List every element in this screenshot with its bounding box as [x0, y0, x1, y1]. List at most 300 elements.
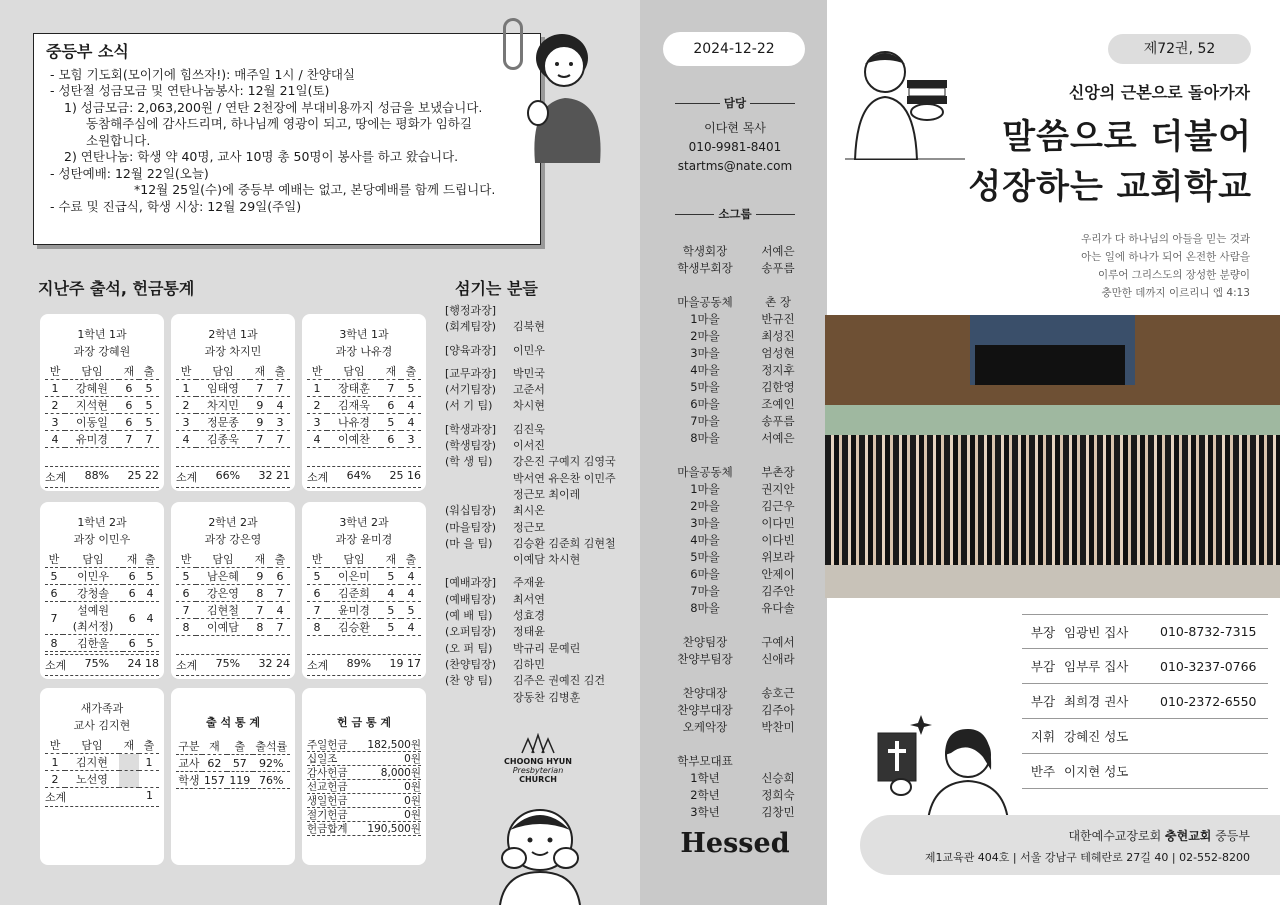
- offering-row: [307, 752, 421, 766]
- staff-role: (회계팀장): [445, 320, 497, 334]
- group-name: 부촌장: [761, 465, 795, 479]
- staff-role: (학생팀장): [445, 439, 497, 453]
- col-header: 재: [381, 363, 401, 380]
- contact-role: 부감: [1030, 694, 1056, 709]
- staff-names: 차시현: [513, 399, 545, 413]
- col-header: 반: [45, 363, 65, 380]
- sum-label: 소계: [176, 471, 198, 484]
- col-header: 재: [202, 738, 227, 755]
- staff-role: (오퍼팀장): [445, 625, 497, 639]
- cell: 6: [123, 585, 141, 602]
- staff-role: [예배과장]: [445, 576, 497, 590]
- group-role: 3학년: [690, 805, 720, 819]
- staff-list: [445, 303, 635, 706]
- cell: 9: [250, 414, 270, 431]
- card-teacher: 교사 김지현: [73, 719, 131, 732]
- col-header: 출: [401, 551, 421, 568]
- table-row: [307, 585, 421, 602]
- class-card: [171, 502, 295, 679]
- staff-gap: [445, 568, 635, 575]
- cell: 3: [307, 414, 327, 431]
- cell: 5: [381, 602, 401, 619]
- staff-row: [445, 382, 635, 398]
- col-header: 반: [45, 551, 63, 568]
- contact-name: 임광빈 집사: [1064, 624, 1129, 640]
- staff-names: 정근모: [513, 520, 545, 534]
- cell: 6: [123, 568, 141, 585]
- sum-label: 소계: [45, 791, 67, 804]
- staff-row: [445, 422, 635, 438]
- cell: 6: [45, 585, 63, 602]
- group-name: 엄성현: [761, 346, 795, 360]
- group-row: [662, 566, 812, 583]
- staff-row: [445, 608, 635, 624]
- offering-label: 생일헌금: [307, 795, 348, 807]
- news-line: 소원합니다.: [86, 132, 151, 148]
- group-name: 권지안: [761, 482, 795, 496]
- cell: 7: [119, 431, 139, 448]
- group-role: 4마을: [690, 363, 720, 377]
- sum-row: [45, 466, 159, 488]
- cell: 8: [250, 619, 270, 636]
- group-row: [662, 770, 812, 787]
- cell: 3: [270, 414, 290, 431]
- col-header: 출석률: [253, 738, 290, 755]
- table-row: [45, 635, 159, 652]
- class-card: [302, 314, 426, 491]
- group-role: 마을공동체: [677, 465, 733, 479]
- cell: 9: [250, 568, 270, 585]
- offering-label: 선교헌금: [307, 781, 348, 793]
- cell: 6: [119, 414, 139, 431]
- small-group: [662, 634, 812, 668]
- cell: 이민우: [63, 568, 123, 585]
- contact-row: [1022, 719, 1268, 754]
- staff-row: [445, 641, 635, 657]
- col-header: 출: [141, 551, 159, 568]
- cell: 3: [401, 431, 421, 448]
- sum-counts: 32 21: [258, 469, 290, 482]
- cell: 6: [119, 397, 139, 414]
- staff-role: (찬 양 팀): [445, 674, 493, 688]
- table-row: [176, 431, 290, 448]
- staff-names: 고준서: [513, 383, 545, 397]
- staff-names: 이민우: [513, 343, 545, 357]
- staff-names: 김진욱: [513, 422, 545, 436]
- logo-text: CHOONG HYUN: [504, 757, 572, 766]
- group-role: 7마을: [690, 584, 720, 598]
- offering-row: [307, 780, 421, 794]
- col-header: 담임: [65, 737, 119, 754]
- staff-names: 김주은 권예진 김건: [513, 674, 606, 688]
- cell: 5: [139, 397, 159, 414]
- staff-row: [445, 487, 635, 503]
- staff-role: [445, 552, 513, 568]
- cell: 5: [401, 380, 421, 397]
- cell: 이은미: [327, 568, 381, 585]
- cell: 9: [250, 397, 270, 414]
- table-row: [176, 772, 290, 789]
- cell: 119: [227, 772, 252, 789]
- group-role: 마을공동체: [677, 295, 733, 309]
- org-prefix: 대한예수교장로회: [1068, 829, 1162, 843]
- staff-names: 박규리 문예린: [513, 641, 581, 655]
- table-row: [176, 585, 290, 602]
- offering-label: 절기헌금: [307, 809, 348, 821]
- group-row: [662, 634, 812, 651]
- group-name: 정지후: [761, 363, 795, 377]
- card-teacher: 과장 나유경: [335, 345, 393, 358]
- woman-with-bible-illustration-icon: [873, 715, 1023, 820]
- cell: 7: [176, 602, 196, 619]
- cell: 5: [139, 380, 159, 397]
- contact-role: 지휘: [1030, 729, 1056, 744]
- sum-row: [45, 654, 159, 676]
- offering-value: 0원: [404, 809, 421, 821]
- contact-row: [1022, 614, 1268, 649]
- class-card: [40, 314, 164, 491]
- col-header: 반: [176, 551, 196, 568]
- cell: 설예원 (최서정): [63, 602, 123, 635]
- cell: 1: [176, 380, 196, 397]
- cell: 김현철: [196, 602, 250, 619]
- group-name: 위보라: [761, 550, 795, 564]
- cell: 6: [381, 431, 401, 448]
- cell: 김한울: [63, 635, 123, 652]
- group-row: [662, 549, 812, 566]
- group-row: [662, 413, 812, 430]
- group-row: [662, 362, 812, 379]
- cell: 5: [139, 414, 159, 431]
- attendance-title: 출 석 통 계: [206, 716, 260, 729]
- group-photo: [825, 315, 1280, 598]
- girl-illustration-icon: [520, 28, 610, 163]
- group-row: [662, 260, 812, 277]
- card-title: 2학년 1과: [208, 328, 258, 341]
- cell: 57: [227, 755, 252, 772]
- staff-names: 최서연: [513, 592, 545, 606]
- staff-role: (학 생 팀): [445, 455, 493, 469]
- col-header: 출: [139, 737, 159, 754]
- footer-bar: [860, 815, 1280, 875]
- offering-label: 주일헌금: [307, 739, 348, 751]
- group-name: 구예서: [761, 635, 795, 649]
- logo-text: Presbyterian: [512, 766, 564, 775]
- sum-rate: 66%: [215, 469, 241, 482]
- group-row: [662, 719, 812, 736]
- cell: 4: [401, 568, 421, 585]
- sum-row: [45, 788, 159, 807]
- class-card: [40, 502, 164, 679]
- sum-rate: 75%: [215, 657, 241, 670]
- staff-names: 김하민: [513, 657, 545, 671]
- department-name: 중등부: [1215, 829, 1250, 843]
- contact-row: [1022, 649, 1268, 684]
- cell: 6: [123, 635, 141, 652]
- sum-label: 소계: [307, 471, 329, 484]
- group-name: 서예은: [761, 244, 795, 258]
- col-header: 출: [139, 363, 159, 380]
- news-line: - 모힘 기도회(모이기에 힘쓰자!): 매주일 1시 / 찬양대실: [50, 66, 355, 82]
- cell: 5: [176, 568, 196, 585]
- staff-row: [445, 343, 635, 359]
- staff-row: [445, 454, 635, 470]
- col-header: 출: [270, 551, 290, 568]
- col-header: 재: [250, 551, 270, 568]
- news-line: 동참해주심에 감사드리며, 하나님께 영광이 되고, 땅에는 평화가 임하길: [86, 116, 472, 131]
- card-title: 3학년 2과: [339, 516, 389, 529]
- group-row: [662, 685, 812, 702]
- cell: 5: [141, 635, 159, 652]
- card-title: 1학년 1과: [77, 328, 127, 341]
- group-row: [662, 379, 812, 396]
- group-role: 찬양팀장: [682, 635, 728, 649]
- class-table: [45, 551, 159, 652]
- cell: 7: [381, 380, 401, 397]
- cell: 5: [381, 568, 401, 585]
- cell: 4: [45, 431, 65, 448]
- offering-label: 감사헌금: [307, 767, 348, 779]
- cell: 1: [307, 380, 327, 397]
- group-role: 3마을: [690, 346, 720, 360]
- staff-gap: [445, 359, 635, 366]
- sum-rate: 89%: [346, 657, 372, 670]
- group-role: 6마을: [690, 397, 720, 411]
- group-role: 3마을: [690, 516, 720, 530]
- main-title-line1: 말씀으로 더불어: [1002, 117, 1252, 157]
- offering-value: 8,000원: [380, 767, 421, 779]
- contact-role: 부장: [1030, 624, 1056, 640]
- class-card: [302, 502, 426, 679]
- staff-row: [445, 673, 635, 689]
- cell: 2: [45, 771, 65, 788]
- cell: 4: [141, 602, 159, 635]
- table-row: [176, 602, 290, 619]
- col-header: 출: [401, 363, 421, 380]
- cell: 2: [45, 397, 65, 414]
- sum-label: 소계: [45, 471, 67, 484]
- new-family-card: [40, 688, 164, 865]
- group-name: 조예인: [761, 397, 795, 411]
- staff-names: 김북현: [513, 320, 545, 334]
- group-role: 2마을: [690, 499, 720, 513]
- staff-row: [445, 366, 635, 382]
- offering-row: [307, 794, 421, 808]
- small-group: [662, 753, 812, 821]
- table-row: [45, 602, 159, 635]
- group-row: [662, 328, 812, 345]
- col-header: 재: [119, 737, 139, 754]
- cell: 6: [176, 585, 196, 602]
- staff-names: 강은진 구예지 김영국: [513, 455, 616, 469]
- offering-value: 0원: [404, 795, 421, 807]
- group-role: 1학년: [690, 771, 720, 785]
- staff-names: 주재윤: [513, 576, 545, 590]
- sum-counts: 25 16: [389, 469, 421, 482]
- offering-value: 190,500원: [367, 823, 421, 835]
- pastor-email: startms@nate.com: [677, 159, 793, 173]
- table-row: [307, 380, 421, 397]
- sum-row: [307, 466, 421, 488]
- cell: 4: [270, 397, 290, 414]
- staff-title: 섬기는 분들: [455, 279, 538, 298]
- verse-line: 충만한 데까지 이르리니 엡 4:13: [1101, 287, 1250, 299]
- table-row: [176, 397, 290, 414]
- group-role: 찬양부대장: [677, 703, 733, 717]
- news-line: *12월 25일(수)에 중등부 예배는 없고, 본당예배를 함께 드립니다.: [134, 182, 496, 197]
- girl-waving-illustration-icon: [470, 800, 610, 905]
- staff-row: [445, 520, 635, 536]
- group-name: 김주아: [761, 703, 795, 717]
- group-name: 정희숙: [761, 788, 795, 802]
- group-name: 송푸름: [761, 261, 795, 275]
- cell: 7: [270, 585, 290, 602]
- col-header: 담임: [196, 551, 250, 568]
- contact-row: [1022, 684, 1268, 719]
- group-role: 2마을: [690, 329, 720, 343]
- staff-row: [445, 552, 635, 568]
- cell: 강청솔: [63, 585, 123, 602]
- cell: 7: [250, 431, 270, 448]
- cell: 장태훈: [327, 380, 381, 397]
- cell: 6: [270, 568, 290, 585]
- cell: 4: [401, 585, 421, 602]
- small-group: [662, 464, 812, 617]
- group-name: 김근우: [761, 499, 795, 513]
- cell: 4: [176, 431, 196, 448]
- offering-value: 182,500원: [367, 739, 421, 751]
- cell: [139, 771, 159, 788]
- staff-names: 성효경: [513, 609, 545, 623]
- group-name: 김한영: [761, 380, 795, 394]
- class-table: [176, 363, 290, 448]
- cell: 4: [307, 431, 327, 448]
- sum-value: 1: [146, 789, 153, 802]
- cell: 김승환: [327, 619, 381, 636]
- contact-role: 부감: [1030, 659, 1056, 674]
- contact-name: 임부루 집사: [1064, 659, 1129, 674]
- card-teacher: 과장 강은영: [204, 533, 262, 546]
- group-name: 신승희: [761, 771, 795, 785]
- staff-role: [양육과장]: [445, 343, 497, 357]
- group-row: [662, 464, 812, 481]
- church-logo-icon: [518, 733, 558, 755]
- cell: 유미경: [65, 431, 119, 448]
- group-role: 5마을: [690, 380, 720, 394]
- cell: 김재욱: [327, 397, 381, 414]
- staff-row: [445, 536, 635, 552]
- new-family-table: [45, 737, 159, 788]
- col-header: 담임: [63, 551, 123, 568]
- offering-label: 십일조: [307, 753, 338, 765]
- group-name: 송호근: [761, 686, 795, 700]
- staff-role: [445, 487, 513, 503]
- staff-role: [445, 690, 513, 706]
- table-row: [307, 414, 421, 431]
- group-row: [662, 702, 812, 719]
- cell: 7: [270, 619, 290, 636]
- sum-counts: 32 24: [258, 657, 290, 670]
- cell: 남은혜: [196, 568, 250, 585]
- group-role: 학생부회장: [677, 261, 733, 275]
- cell: 7: [250, 380, 270, 397]
- table-row: [307, 397, 421, 414]
- cell: 학생: [176, 772, 202, 789]
- col-header: 반: [176, 363, 196, 380]
- group-name: 안제이: [761, 567, 795, 581]
- col-header: 반: [45, 737, 65, 754]
- news-box: [33, 33, 541, 245]
- cell: 차지민: [196, 397, 250, 414]
- class-card: [171, 314, 295, 491]
- main-title: [900, 112, 1252, 212]
- sum-counts: 19 17: [389, 657, 421, 670]
- card-teacher: 과장 윤미경: [335, 533, 393, 546]
- contact-phone: 010-3237-0766: [1160, 658, 1257, 674]
- contact-row: [1022, 754, 1268, 789]
- card-teacher: 과장 강혜원: [73, 345, 131, 358]
- cell: 157: [202, 772, 227, 789]
- staff-role: (예배팀장): [445, 592, 497, 606]
- sum-counts: 24 18: [127, 657, 159, 670]
- cell: 4: [381, 585, 401, 602]
- news-line: 1) 성금모금: 2,063,200원 / 연탄 2천장에 부대비용까지 성금을 보냈습니다.: [64, 99, 483, 115]
- col-header: 재: [123, 551, 141, 568]
- sum-row: [176, 654, 290, 676]
- stats-title: 지난주 출석, 헌금통계: [38, 279, 195, 298]
- cell: 1: [45, 380, 65, 397]
- cell: 강혜원: [65, 380, 119, 397]
- staff-role: [교무과장]: [445, 366, 497, 380]
- cell: 6: [119, 380, 139, 397]
- group-row: [662, 515, 812, 532]
- cell: 노선영: [65, 771, 119, 788]
- group-name: [748, 753, 808, 770]
- group-role: 4마을: [690, 533, 720, 547]
- group-role: 8마을: [690, 431, 720, 445]
- staff-names: 김승환 김준희 김현철: [513, 536, 616, 550]
- group-row: [662, 498, 812, 515]
- table-row: [176, 755, 290, 772]
- table-row: [45, 397, 159, 414]
- contact-name: 이지현 성도: [1064, 764, 1129, 779]
- group-role: 6마을: [690, 567, 720, 581]
- table-row: [45, 414, 159, 431]
- col-header: 재: [381, 551, 401, 568]
- staff-row: [445, 438, 635, 454]
- logo-text: CHURCH: [519, 775, 557, 784]
- cell: 3: [176, 414, 196, 431]
- table-row: [45, 380, 159, 397]
- cell: 6: [307, 585, 327, 602]
- cell: 이예찬: [327, 431, 381, 448]
- cell: [119, 771, 139, 788]
- cell: 92%: [253, 755, 290, 772]
- section-head-manager: [660, 95, 810, 111]
- small-group: [662, 685, 812, 736]
- cell: 3: [45, 414, 65, 431]
- small-group: [662, 294, 812, 447]
- col-header: 반: [307, 551, 327, 568]
- table-row: [307, 568, 421, 585]
- contact-phone: 010-2372-6550: [1160, 693, 1257, 709]
- cell: 김준희: [327, 585, 381, 602]
- sum-row: [307, 654, 421, 676]
- group-role: 5마을: [690, 550, 720, 564]
- cell: 정문종: [196, 414, 250, 431]
- group-row: [662, 651, 812, 668]
- cell: 4: [141, 585, 159, 602]
